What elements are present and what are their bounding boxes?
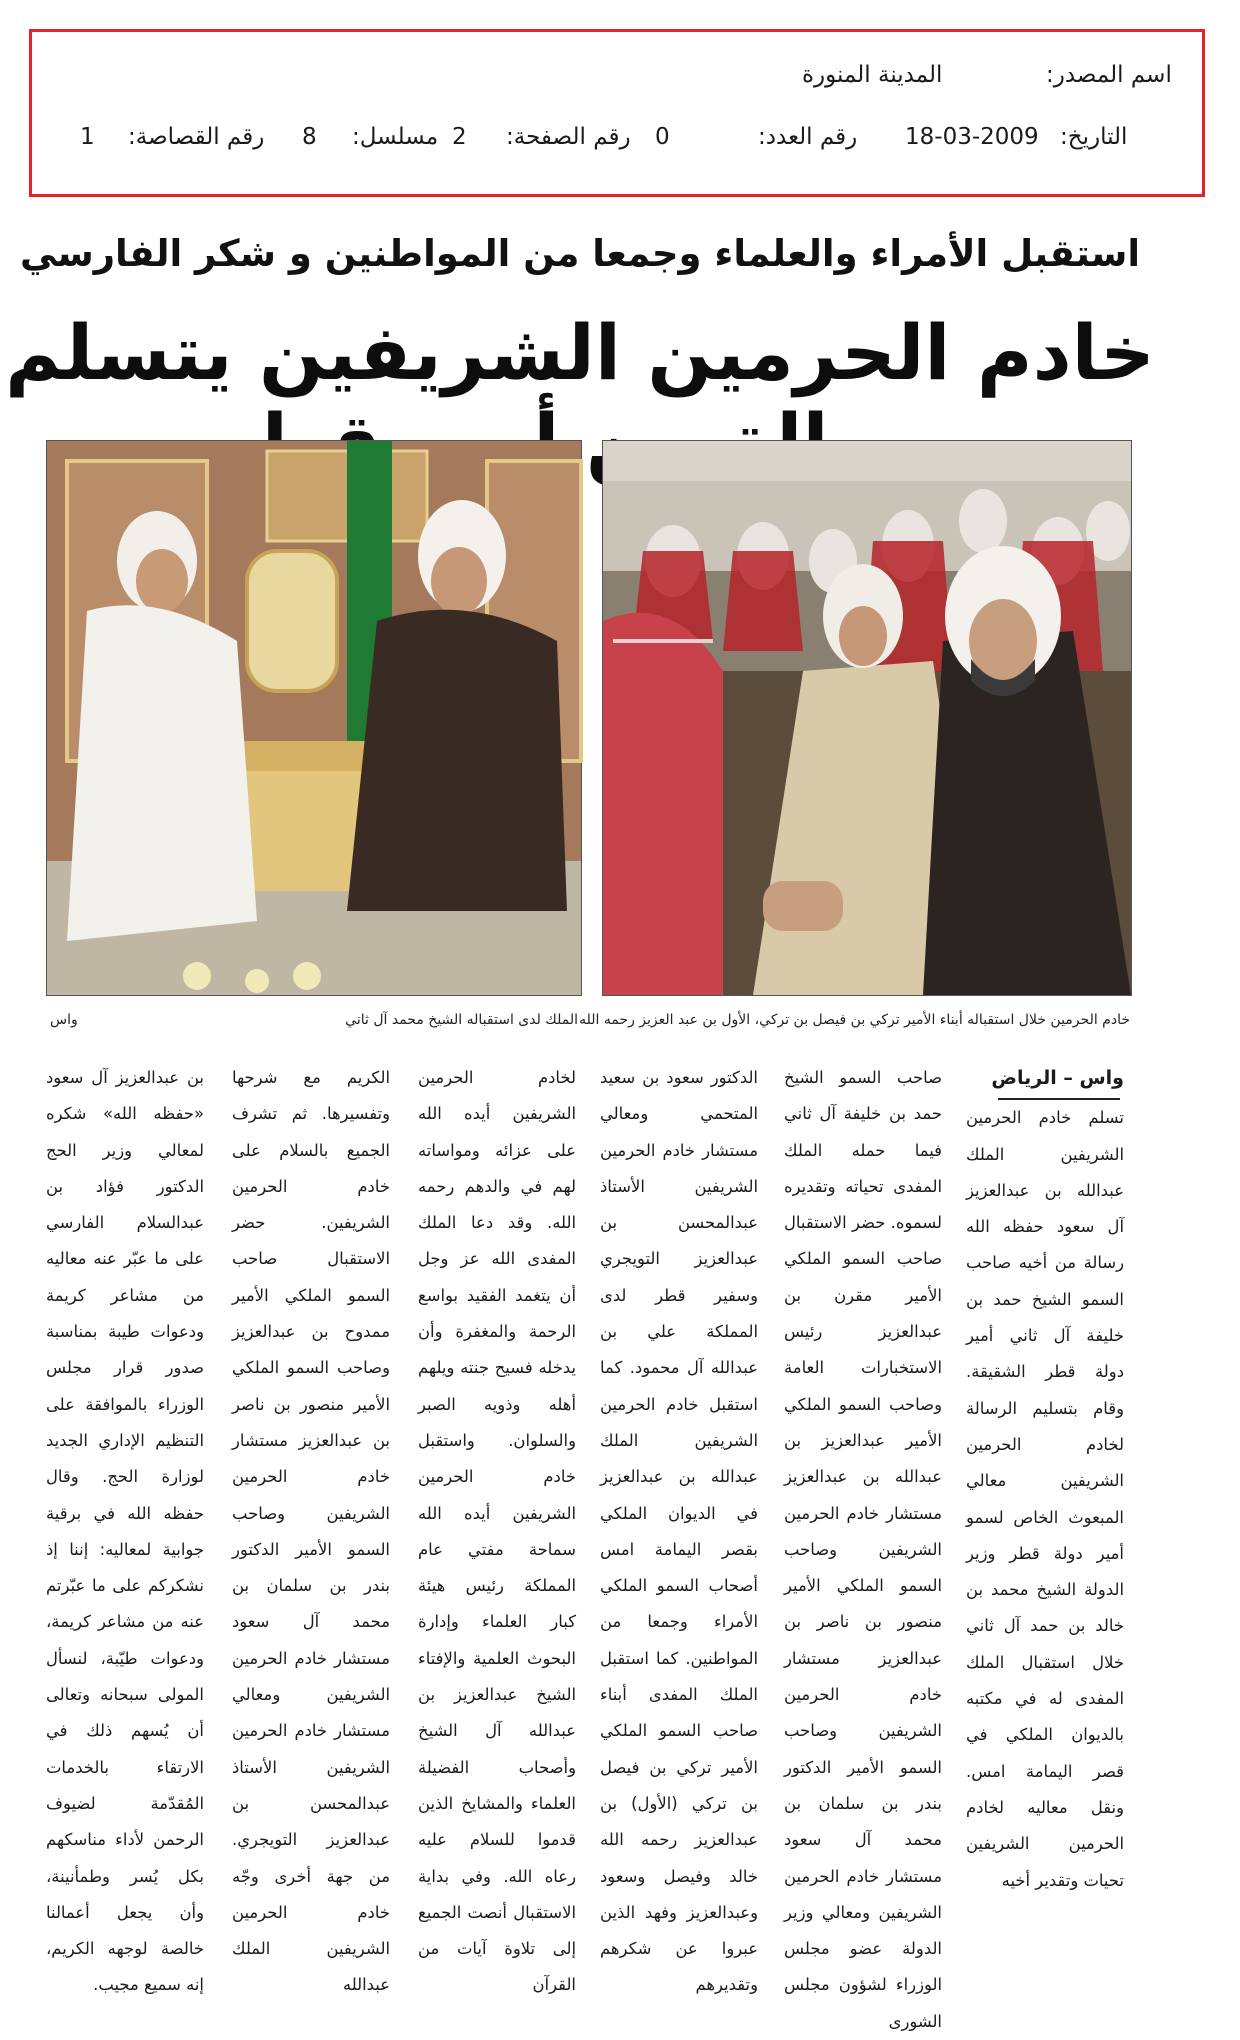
metadata-frame — [29, 29, 1205, 197]
clip-value: 1 — [80, 124, 95, 150]
page-value: 2 — [452, 124, 467, 150]
column-text-3: الدكتور سعود بن سعيد المتحمي ومعالي مستشار خادم الحرمين الشريفين الأستاذ عبدالمحسن بن عبدالعزيز التويجري وسفير قطر لدى المملكة علي بن عبدالله آل محمود. كما استقبل خادم الحرمين الشريفين الملك عبدالله بن عبدالعزيز في الديوان الملكي بقصر اليمامة امس أصحاب السمو الملكي الأمراء وجمعا من المواطنين. كما استقبل الملك المفدى أبناء صاحب السمو الملكي الأمير تركي بن فيصل بن تركي (الأول) بن عبدالعزيز رحمه الله خالد وفيصل وسعود وعبدالعزيز وفهد الذين عبروا عن شكرهم وتقديرهم — [600, 1068, 758, 1995]
clip-label: رقم القصاصة: — [128, 124, 265, 150]
column-text-6: بن عبدالعزيز آل سعود «حفظه الله» شكره لمعالي وزير الحج الدكتور فؤاد بن عبدالسلام الفارسي على ما عبّر عنه معاليه من مشاعر كريمة ودعوات طيبة بمناسبة صدور قرار مجلس الوزراء بالموافقة على التنظيم الإداري الجديد لوزارة الحج. وقال حفظه الله في برقية جوابية لمعاليه: إننا إذ نشكركم على ما عبّرتم عنه من مشاعر كريمة، ودعوات طيّبة، لنسأل المولى سبحانه وتعالى أن يُسهم ذلك في الارتقاء بالخدمات المُقدّمة لضيوف الرحمن لأداء مناسكهم بكل يُسر وطمأنينة، وأن يجعل أعمالنا خالصة لوجهه الكريم، إنه سميع مجيب. — [46, 1068, 204, 1995]
issue-value: 0 — [655, 124, 670, 150]
column-text-2: صاحب السمو الشيخ حمد بن خليفة آل ثاني فيما حمله الملك المفدى تحياته وتقديره لسموه. حضر الاستقبال صاحب السمو الملكي الأمير مقرن بن عبدالعزيز رئيس الاستخبارات العامة وصاحب السمو الملكي الأمير عبدالعزيز بن عبدالله بن عبدالعزيز مستشار خادم الحرمين الشريفين وصاحب السمو الملكي الأمير منصور بن ناصر بن عبدالعزيز مستشار خادم الحرمين الشريفين وصاحب السمو الأمير الدكتور بندر بن سلمان بن محمد آل سعود مستشار خادم الحرمين الشريفين ومعالي وزير الدولة عضو مجلس الوزراء لشؤون مجلس الشورى — [784, 1068, 942, 2031]
photo-left-caption: الملك لدى استقباله الشيخ محمد آل ثاني — [345, 1012, 578, 1028]
column-text-1: تسلم خادم الحرمين الشريفين الملك عبدالله بن عبدالعزيز آل سعود حفظه الله رسالة من أخيه صاحب السمو الشيخ حمد بن خليفة آل ثاني أمير دولة قطر الشقيقة. وقام بتسليم الرسالة لخادم الحرمين الشريفين معالي المبعوث الخاص لسمو أمير دولة قطر وزير الدولة الشيخ محمد بن خالد بن حمد آل ثاني خلال استقبال الملك المفدى له في مكتبه بالديوان الملكي في قصر اليمامة امس. ونقل معاليه لخادم الحرمين الشريفين تحيات وتقدير أخيه — [966, 1108, 1124, 1890]
photo-meeting — [46, 440, 582, 996]
page-label: رقم الصفحة: — [506, 124, 631, 150]
serial-label: مسلسل: — [352, 124, 439, 150]
article-column-5 — [232, 1060, 390, 1995]
article-column-6 — [46, 1060, 204, 1995]
column-text-5: الكريم مع شرحها وتفسيرها. ثم تشرف الجميع بالسلام على خادم الحرمين الشريفين. حضر الاستقبال صاحب السمو الملكي الأمير ممدوح بن عبدالعزيز وصاحب السمو الملكي الأمير منصور بن ناصر بن عبدالعزيز مستشار خادم الحرمين الشريفين وصاحب السمو الأمير الدكتور بندر بن سلمان بن محمد آل سعود مستشار خادم الحرمين الشريفين ومعالي مستشار خادم الحرمين الشريفين الأستاذ عبدالمحسن بن عبدالعزيز التويجري. من جهة أخرى وجّه خادم الحرمين الشريفين الملك عبدالله — [232, 1068, 390, 1995]
date-label: التاريخ: — [1060, 124, 1128, 150]
article-column-2 — [784, 1060, 942, 2031]
serial-value: 8 — [302, 124, 317, 150]
main-headline: خادم الحرمين الشريفين يتسلم — [5, 308, 1155, 397]
issue-label: رقم العدد: — [758, 124, 858, 150]
byline: واس – الرياض — [991, 1067, 1124, 1089]
article-column-1 — [966, 1060, 1124, 1890]
date-value: 18-03-2009 — [905, 124, 1039, 150]
article-column-4 — [418, 1060, 576, 1995]
column-text-4: لخادم الحرمين الشريفين أيده الله على عزائه ومواساته لهم في والدهم رحمه الله. وقد دعا الملك المفدى الله عز وجل أن يتغمد الفقيد بواسع الرحمة والمغفرة وأن يدخله فسيح جنته ويلهم أهله وذويه الصبر والسلوان. واستقبل خادم الحرمين الشريفين أيده الله سماحة مفتي عام المملكة رئيس هيئة كبار العلماء وإدارة البحوث العلمية والإفتاء الشيخ عبدالعزيز بن عبدالله آل الشيخ وأصحاب الفضيلة العلماء والمشايخ الذين قدموا للسلام عليه رعاه الله. وفي بداية الاستقبال أنصت الجميع إلى تلاوة آيات من القرآن — [418, 1068, 576, 1995]
photo-right-caption: خادم الحرمين خلال استقباله أبناء الأمير تركي بن فيصل بن تركي، الأول بن عبد العزيز رحمه الله — [579, 1012, 1130, 1028]
source-value: المدينة المنورة — [802, 62, 943, 88]
source-label: اسم المصدر: — [1046, 62, 1172, 88]
article-column-3 — [600, 1060, 758, 1995]
photo-credit: واس — [50, 1012, 78, 1028]
kicker-headline: استقبل الأمراء والعلماء وجمعا من المواطنين و شكر الفارسي — [19, 232, 1141, 275]
photo-reception — [602, 440, 1132, 996]
